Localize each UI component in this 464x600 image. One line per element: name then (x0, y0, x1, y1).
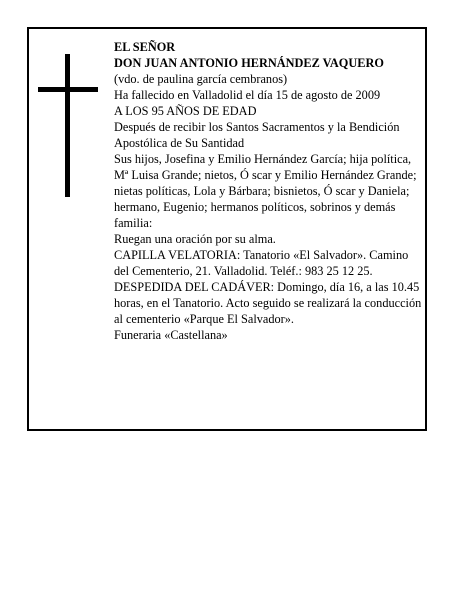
age-line: A LOS 95 AÑOS DE EDAD (114, 104, 257, 118)
death-line: Ha fallecido en Valladolid el día 15 de agosto de 2009 (114, 88, 381, 102)
funeral-home: Funeraria «Castellana» (114, 328, 228, 342)
notice-title: EL SEÑOR (114, 40, 176, 54)
widower-of: (vdo. de paulina garcía cembranos) (114, 72, 288, 86)
cross-icon (38, 54, 98, 197)
chapel-paragraph: CAPILLA VELATORIA: Tanatorio «El Salvador». Camino del Cementerio, 21. Valladolid. Teléf.: 983 25 12 25. (114, 248, 409, 278)
sacraments-paragraph: Después de recibir los Santos Sacramentos y la Bendición Apostólica de Su Santidad (114, 120, 400, 150)
cross-horizontal-bar (38, 87, 98, 92)
cross-vertical-bar (65, 54, 70, 197)
prayer-line: Ruegan una oración por su alma. (114, 232, 276, 246)
deceased-name: DON JUAN ANTONIO HERNÁNDEZ VAQUERO (114, 56, 384, 70)
family-paragraph: Sus hijos, Josefina y Emilio Hernández García; hija política, Mª Luisa Grande; nietos, Ó scar y Emilio Hernández Grande; nietas políticas, Lola y Bárbara; bisnietos, Ó scar y Daniela; hermano, Eugenio; hermanos políticos, sobrinos y demás familia: (114, 152, 417, 230)
notice-text-block (114, 39, 422, 343)
farewell-paragraph: DESPEDIDA DEL CADÁVER: Domingo, día 16, a las 10.45 horas, en el Tanatorio. Acto seguido se realizará la conducción al cementerio «Parque El Salvador». (114, 280, 422, 326)
